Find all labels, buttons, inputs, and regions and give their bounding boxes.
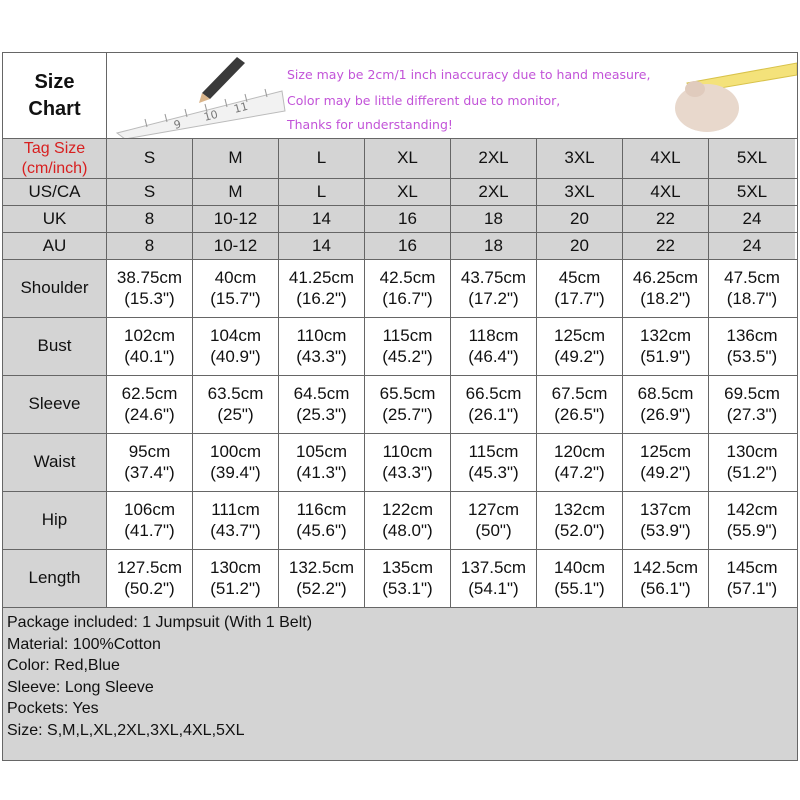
measure-inch: (18.2") (640, 288, 691, 308)
measure-cm: 104cm (209, 326, 262, 346)
measure-inch: (24.6") (124, 404, 175, 424)
measure-value (193, 492, 279, 549)
measure-cm: 132cm (553, 500, 606, 520)
measure-inch: (55.1") (554, 578, 605, 598)
notice-banner (107, 53, 797, 138)
size-value: 10-12 (193, 206, 279, 232)
measure-inch: (45.6") (296, 520, 347, 540)
measure-value (107, 376, 193, 433)
measure-value (107, 434, 193, 491)
size-value: 16 (365, 233, 451, 259)
measure-cm: 41.25cm (288, 268, 355, 288)
measure-cm: 116cm (296, 500, 347, 520)
measure-inch: (53.5") (726, 346, 778, 366)
size-value: M (193, 179, 279, 205)
measure-value (709, 376, 795, 433)
measure-value (623, 550, 709, 607)
measure-value (365, 260, 451, 317)
measure-inch: (51.2") (210, 578, 261, 598)
measure-inch: (47.2") (554, 462, 605, 482)
measure-inch: (57.1") (726, 578, 778, 598)
row-label: UK (3, 206, 107, 232)
measure-cm: 111cm (211, 500, 260, 520)
size-value: 14 (279, 233, 365, 259)
measure-inch: (15.3") (124, 288, 175, 308)
ruler-number-9: 9 (172, 117, 183, 132)
size-value: XL (365, 179, 451, 205)
note-color: Color may be little different due to monitor, (287, 93, 561, 108)
measure-inch: (15.7") (210, 288, 261, 308)
measure-cm: 125cm (553, 326, 606, 346)
row-label: Waist (3, 434, 107, 491)
size-value: 24 (709, 233, 795, 259)
measure-inch: (26.1") (468, 404, 519, 424)
measure-inch: (41.7") (124, 520, 175, 540)
size-value: 5XL (709, 179, 795, 205)
size-value: 10-12 (193, 233, 279, 259)
size-value: 18 (451, 206, 537, 232)
measure-cm: 145cm (726, 558, 778, 578)
measure-value (451, 318, 537, 375)
measure-value (279, 492, 365, 549)
tag-size-value: 4XL (623, 139, 709, 178)
measure-value (279, 260, 365, 317)
measure-cm: 63.5cm (207, 384, 264, 404)
measure-inch: (53.9") (640, 520, 691, 540)
measure-cm: 95cm (128, 442, 171, 462)
measure-inch: (26.9") (640, 404, 691, 424)
measure-value (537, 318, 623, 375)
measure-cm: 130cm (726, 442, 778, 462)
size-value: S (107, 179, 193, 205)
measure-value (537, 434, 623, 491)
size-value: 22 (623, 206, 709, 232)
size-value: L (279, 179, 365, 205)
measure-inch: (43.7") (210, 520, 261, 540)
measure-value (365, 434, 451, 491)
measure-value (365, 550, 451, 607)
measure-value (451, 376, 537, 433)
measure-row-shoulder (3, 260, 797, 318)
measure-inch: (56.1") (640, 578, 691, 598)
row-label: Hip (3, 492, 107, 549)
size-value: 16 (365, 206, 451, 232)
measure-inch: (51.9") (640, 346, 691, 366)
measure-inch: (45.3") (468, 462, 519, 482)
measure-cm: 69.5cm (724, 384, 780, 404)
tag-size-value: 3XL (537, 139, 623, 178)
hand-tape-measure-illustration (647, 53, 797, 138)
measure-inch: (52.2") (296, 578, 347, 598)
measure-value (107, 260, 193, 317)
measure-cm: 118cm (468, 326, 519, 346)
info-line: Pockets: Yes (7, 700, 99, 717)
measure-value (193, 434, 279, 491)
measure-value (623, 376, 709, 433)
measure-cm: 65.5cm (379, 384, 436, 404)
measure-inch: (40.1") (124, 346, 175, 366)
measure-cm: 66.5cm (465, 384, 522, 404)
measure-inch: (40.9") (210, 346, 261, 366)
measure-inch: (43.3") (382, 462, 433, 482)
measure-value (365, 318, 451, 375)
measure-cm: 120cm (553, 442, 606, 462)
measure-row-sleeve (3, 376, 797, 434)
measure-cm: 135cm (381, 558, 434, 578)
measure-value (709, 492, 795, 549)
measure-cm: 127.5cm (116, 558, 183, 578)
size-value: 24 (709, 206, 795, 232)
measure-cm: 67.5cm (551, 384, 608, 404)
measure-cm: 115cm (382, 326, 433, 346)
measure-inch: (41.3") (296, 462, 347, 482)
measure-value (279, 434, 365, 491)
size-value: 8 (107, 233, 193, 259)
chart-header-row (3, 53, 797, 139)
measure-inch: (45.2") (382, 346, 433, 366)
measure-cm: 110cm (382, 442, 433, 462)
measure-inch: (49.2") (640, 462, 691, 482)
measure-cm: 64.5cm (293, 384, 350, 404)
tag-size-value: S (107, 139, 193, 178)
tag-size-label-line1: Tag Size (23, 140, 86, 158)
measure-value (623, 260, 709, 317)
measure-value (279, 318, 365, 375)
info-line: Material: 100%Cotton (7, 635, 161, 653)
product-info-block (3, 608, 797, 760)
size-value: 14 (279, 206, 365, 232)
measure-inch: (37.4") (124, 462, 175, 482)
measure-inch: (52.0") (554, 520, 605, 540)
size-value: 22 (623, 233, 709, 259)
measure-value (365, 492, 451, 549)
row-label: AU (3, 233, 107, 259)
tag-size-value: 2XL (451, 139, 537, 178)
measure-inch: (25.3") (296, 404, 347, 424)
measure-inch: (50") (475, 520, 512, 540)
measure-cm: 105cm (295, 442, 348, 462)
measure-inch: (17.2") (468, 288, 519, 308)
measure-inch: (16.7") (382, 288, 433, 308)
measure-cm: 125cm (639, 442, 692, 462)
measure-value (279, 376, 365, 433)
measure-value (451, 434, 537, 491)
measure-cm: 110cm (296, 326, 347, 346)
size-value: 4XL (623, 179, 709, 205)
tag-size-value: M (193, 139, 279, 178)
measure-inch: (43.3") (296, 346, 347, 366)
measure-value (537, 376, 623, 433)
measure-cm: 142cm (726, 500, 778, 520)
measure-cm: 45cm (558, 268, 601, 288)
row-label: Bust (3, 318, 107, 375)
measure-value (709, 550, 795, 607)
measure-value (709, 318, 795, 375)
measure-cm: 46.25cm (632, 268, 699, 288)
size-row-us-ca (3, 179, 797, 206)
size-row-au (3, 233, 797, 260)
measure-value (107, 492, 193, 549)
measure-cm: 43.75cm (460, 268, 527, 288)
measure-cm: 122cm (381, 500, 434, 520)
size-value: 20 (537, 206, 623, 232)
measure-value (451, 492, 537, 549)
measure-value (193, 318, 279, 375)
ruler-number-10: 10 (202, 107, 220, 124)
measure-inch: (50.2") (124, 578, 175, 598)
tag-size-label-line2: (cm/inch) (21, 159, 88, 177)
measure-cm: 115cm (468, 442, 519, 462)
measure-cm: 127cm (467, 500, 520, 520)
measure-value (537, 260, 623, 317)
measure-value (537, 550, 623, 607)
ruler-pencil-illustration (107, 53, 287, 138)
measure-cm: 132cm (639, 326, 692, 346)
measure-cm: 102cm (123, 326, 176, 346)
measure-value (623, 434, 709, 491)
measure-inch: (55.9") (726, 520, 778, 540)
info-line: Sleeve: Long Sleeve (7, 678, 154, 696)
measure-row-waist (3, 434, 797, 492)
measure-value (623, 318, 709, 375)
measure-cm: 62.5cm (121, 384, 178, 404)
measure-inch: (25") (217, 404, 254, 424)
measure-inch: (51.2") (726, 462, 778, 482)
tag-size-label (3, 139, 107, 178)
measure-inch: (17.7") (554, 288, 605, 308)
measure-row-bust (3, 318, 797, 376)
row-label: Sleeve (3, 376, 107, 433)
size-chart-table (2, 52, 798, 761)
title-line-1: Size (34, 70, 75, 93)
title-line-2: Chart (28, 97, 81, 120)
measure-value (107, 318, 193, 375)
row-label: Shoulder (3, 260, 107, 317)
measure-value (193, 550, 279, 607)
measure-inch: (27.3") (726, 404, 778, 424)
measurement-rows (3, 260, 797, 608)
measure-cm: 106cm (123, 500, 176, 520)
measure-inch: (48.0") (382, 520, 433, 540)
info-line: Size: S,M,L,XL,2XL,3XL,4XL,5XL (7, 721, 245, 739)
note-thanks: Thanks for understanding! (287, 117, 453, 132)
measure-row-length (3, 550, 797, 608)
measure-cm: 136cm (726, 326, 778, 346)
measure-cm: 132.5cm (288, 558, 355, 578)
measure-cm: 137.5cm (460, 558, 527, 578)
tag-size-value: 5XL (709, 139, 795, 178)
size-value: 20 (537, 233, 623, 259)
measure-value (193, 260, 279, 317)
measure-cm: 130cm (209, 558, 262, 578)
info-line: Package included: 1 Jumpsuit (With 1 Belt) (7, 614, 313, 631)
measure-inch: (49.2") (554, 346, 605, 366)
info-line: Color: Red,Blue (7, 657, 120, 674)
measure-inch: (54.1") (468, 578, 519, 598)
measure-value (193, 376, 279, 433)
measure-inch: (53.1") (382, 578, 433, 598)
measure-value (709, 260, 795, 317)
measure-cm: 100cm (209, 442, 262, 462)
tag-size-value: L (279, 139, 365, 178)
size-value: 8 (107, 206, 193, 232)
measure-inch: (25.7") (382, 404, 433, 424)
row-label: Length (3, 550, 107, 607)
measure-cm: 38.75cm (116, 268, 183, 288)
measure-inch: (16.2") (296, 288, 347, 308)
measure-row-hip (3, 492, 797, 550)
measure-value (537, 492, 623, 549)
note-inaccuracy: Size may be 2cm/1 inch inaccuracy due to hand measure, (287, 67, 651, 82)
tag-size-row (3, 139, 797, 179)
measure-cm: 68.5cm (637, 384, 694, 404)
size-value: 2XL (451, 179, 537, 205)
measure-value (451, 550, 537, 607)
chart-title (3, 53, 107, 138)
measure-inch: (39.4") (210, 462, 261, 482)
measure-cm: 142.5cm (632, 558, 699, 578)
ruler-number-11: 11 (232, 99, 250, 116)
measure-cm: 42.5cm (379, 268, 436, 288)
measure-value (107, 550, 193, 607)
measure-cm: 140cm (553, 558, 606, 578)
measure-inch: (46.4") (468, 346, 519, 366)
size-value: 18 (451, 233, 537, 259)
measure-value (365, 376, 451, 433)
row-label: US/CA (3, 179, 107, 205)
measure-value (623, 492, 709, 549)
measure-cm: 47.5cm (724, 268, 780, 288)
measure-value (709, 434, 795, 491)
size-value: 3XL (537, 179, 623, 205)
measure-value (279, 550, 365, 607)
measure-inch: (26.5") (554, 404, 605, 424)
size-row-uk (3, 206, 797, 233)
measure-cm: 137cm (639, 500, 692, 520)
measure-inch: (18.7") (726, 288, 778, 308)
tag-size-value: XL (365, 139, 451, 178)
measure-value (451, 260, 537, 317)
measure-cm: 40cm (214, 268, 257, 288)
